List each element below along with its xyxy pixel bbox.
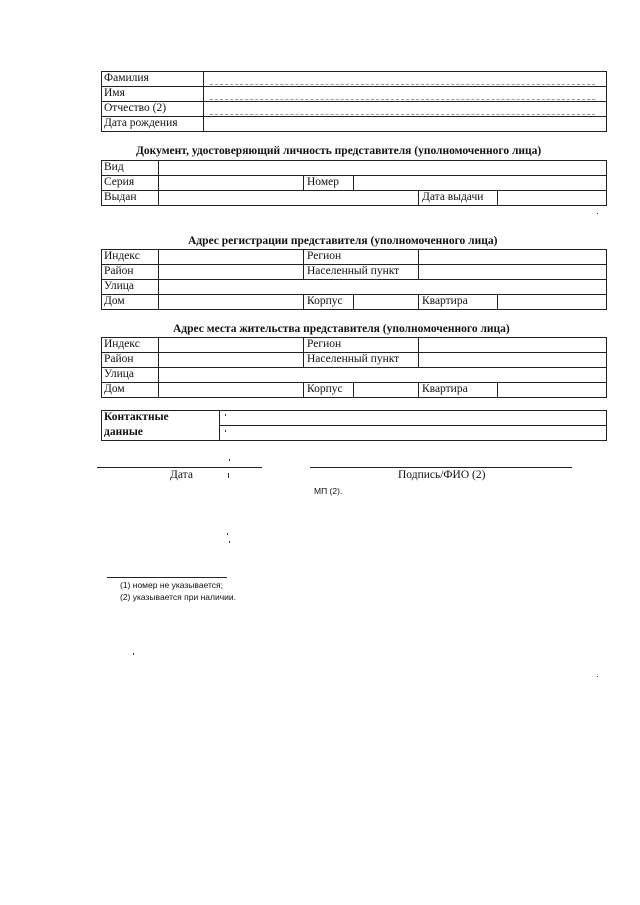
reg-apartment-label: Квартира [422,295,468,307]
contacts-label-line2: данные [104,426,143,438]
live-district-label: Район [104,353,134,365]
reg-district-label: Район [104,265,134,277]
reg-region-label: Регион [307,250,342,262]
registration-address-title: Адрес регистрации представителя (уполномоченного лица) [188,235,498,247]
signature-name-label: Подпись/ФИО (2) [398,469,486,481]
patronymic-label: Отчество (2) [104,102,167,114]
live-locality-label: Населенный пункт [307,353,400,365]
date-label: Дата [170,469,193,481]
live-street-label: Улица [104,368,134,380]
reg-building-label: Корпус [307,295,343,307]
live-house-label: Дом [104,383,125,395]
birth-date-label: Дата рождения [104,117,178,129]
document-series-label: Серия [104,176,135,188]
contacts-label-line1: Контактные [104,411,169,423]
first-name-label: Имя [104,87,125,99]
reg-house-label: Дом [104,295,125,307]
document-issued-label: Выдан [104,191,137,203]
live-index-label: Индекс [104,338,140,350]
reg-index-label: Индекс [104,250,140,262]
document-issue-date-label: Дата выдачи [422,191,484,203]
document-number-label: Номер [307,176,339,188]
live-region-label: Регион [307,338,342,350]
stamp-label: МП (2). [314,486,343,496]
live-building-label: Корпус [307,383,343,395]
footnote-1: (1) номер не указывается; [120,580,224,590]
reg-street-label: Улица [104,280,134,292]
document-kind-label: Вид [104,161,124,173]
footnote-2: (2) указывается при наличии. [120,592,237,602]
surname-label: Фамилия [104,72,149,84]
document-section-title: Документ, удостоверяющий личность представителя (уполномоченного лица) [136,145,542,157]
reg-locality-label: Населенный пункт [307,265,400,277]
live-apartment-label: Квартира [422,383,468,395]
residence-address-title: Адрес места жительства представителя (уполномоченного лица) [173,323,510,335]
